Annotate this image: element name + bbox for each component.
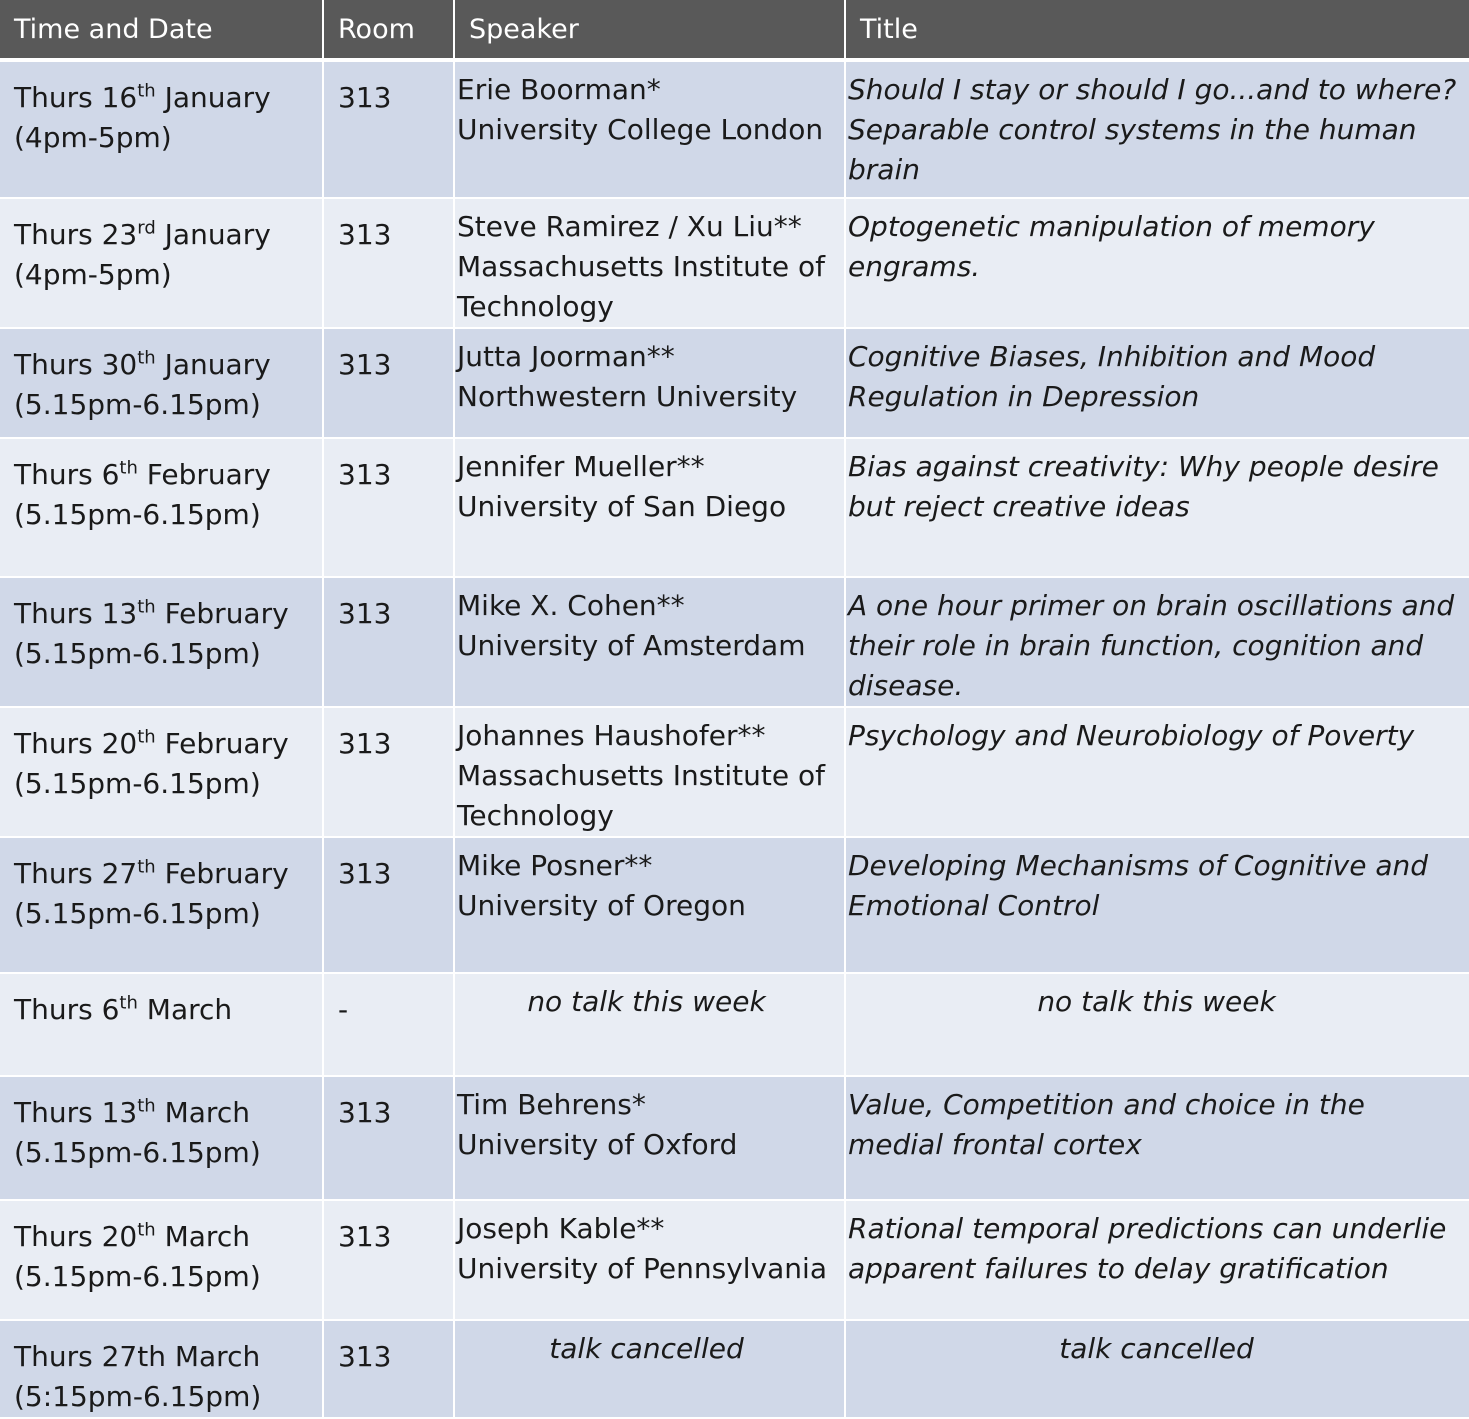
speaker-note: no talk this week [454,973,845,1076]
time-range: (5.15pm-6.15pm) [14,1136,261,1169]
table-row [0,707,1469,837]
date-month: March [137,993,233,1026]
speaker-affiliation: University of Amsterdam [457,629,806,662]
talk-title: Psychology and Neurobiology of Poverty [845,707,1469,837]
time-range: (5.15pm-6.15pm) [14,767,261,800]
talk-title: Cognitive Biases, Inhibition and Mood Regulation in Depression [845,328,1469,438]
speaker-cell [454,707,845,837]
date-cell [0,707,323,837]
speaker-name: Jutta Joorman** [457,340,675,373]
date-month: February [155,727,289,760]
speaker-name: Johannes Haushofer** [457,719,766,752]
table-row [0,577,1469,707]
room-cell: 313 [323,1076,454,1200]
room-cell: 313 [323,1320,454,1418]
time-range: (4pm-5pm) [14,121,172,154]
talk-title: Should I stay or should I go...and to where? Separable control systems in the human brain [845,60,1469,198]
table-row [0,328,1469,438]
date-ordinal: th [137,1095,156,1117]
header-row [0,0,1469,60]
table-row [0,1076,1469,1200]
date-ordinal: th [119,457,138,479]
time-range: (5.15pm-6.15pm) [14,1260,261,1293]
speaker-cell [454,837,845,973]
talk-title: Bias against creativity: Why people desire but reject creative ideas [845,438,1469,577]
date-cell [0,198,323,328]
speaker-name: Tim Behrens* [457,1088,646,1121]
date-month: March [155,1096,250,1129]
date-cell [0,1200,323,1320]
date-month: January [155,81,271,114]
room-cell: 313 [323,438,454,577]
time-range: (5.15pm-6.15pm) [14,498,261,531]
speaker-cell [454,328,845,438]
date-day: Thurs 13 [14,597,138,630]
date-ordinal: th [137,596,156,618]
date-cell [0,438,323,577]
room-cell: 313 [323,577,454,707]
room-cell: 313 [323,198,454,328]
speaker-cell [454,1200,845,1320]
header-title: Title [845,0,1469,60]
header-room: Room [323,0,454,60]
date-cell [0,60,323,198]
speaker-affiliation: University of San Diego [457,490,787,523]
date-ordinal: th [119,992,138,1014]
header-time-date: Time and Date [0,0,323,60]
talk-title: Value, Competition and choice in the medial frontal cortex [845,1076,1469,1200]
speaker-name: Jennifer Mueller** [457,450,705,483]
table-row [0,60,1469,198]
time-range: (5:15pm-6.15pm) [14,1380,262,1413]
table-row [0,1200,1469,1320]
title-note: no talk this week [845,973,1469,1076]
speaker-cell [454,1076,845,1200]
date-cell [0,1320,323,1418]
date-ordinal: th [137,80,156,102]
date-cell [0,973,323,1076]
date-day: Thurs 23 [14,218,138,251]
talk-title: A one hour primer on brain oscillations and their role in brain function, cognition and disease. [845,577,1469,707]
speaker-name: Steve Ramirez / Xu Liu** [457,210,802,243]
date-day: Thurs 6 [14,993,120,1026]
room-cell: 313 [323,707,454,837]
time-range: (5.15pm-6.15pm) [14,388,261,421]
talk-title: Optogenetic manipulation of memory engrams. [845,198,1469,328]
room-cell: 313 [323,328,454,438]
table-row [0,1320,1469,1418]
date-cell [0,328,323,438]
time-range: (4pm-5pm) [14,258,172,291]
date-day: Thurs 20 [14,1220,138,1253]
date-day: Thurs 16 [14,81,138,114]
speaker-affiliation: University College London [457,113,824,146]
date-ordinal: th [137,726,156,748]
date-day: Thurs 6 [14,458,120,491]
talk-title: Rational temporal predictions can underlie apparent failures to delay gratification [845,1200,1469,1320]
date-ordinal: rd [137,217,156,239]
speaker-name: Mike Posner** [457,849,653,882]
date-day: Thurs 20 [14,727,138,760]
speaker-affiliation: University of Pennsylvania [457,1252,827,1285]
date-month: February [155,857,289,890]
room-cell: - [323,973,454,1076]
time-range: (5.15pm-6.15pm) [14,637,261,670]
speaker-cell [454,577,845,707]
date-cell [0,577,323,707]
date-month: February [155,597,289,630]
speaker-name: Erie Boorman* [457,73,661,106]
date-day: Thurs 27 [14,857,138,890]
date-day: Thurs 13 [14,1096,138,1129]
room-cell: 313 [323,1200,454,1320]
speaker-name: Joseph Kable** [457,1212,665,1245]
date-month: March [155,1220,250,1253]
speaker-affiliation: Massachusetts Institute of Technology [457,250,825,323]
room-cell: 313 [323,60,454,198]
speaker-name: Mike X. Cohen** [457,589,685,622]
speaker-cell [454,198,845,328]
table-row [0,837,1469,973]
speaker-affiliation: Massachusetts Institute of Technology [457,759,825,832]
title-note: talk cancelled [845,1320,1469,1418]
date-day: Thurs 30 [14,348,138,381]
date-ordinal: th [137,856,156,878]
date-cell [0,837,323,973]
speaker-note: talk cancelled [454,1320,845,1418]
speaker-cell [454,60,845,198]
date-day: Thurs 27th March [14,1340,261,1373]
date-month: January [155,348,271,381]
date-month: February [137,458,271,491]
date-month: January [155,218,271,251]
date-cell [0,1076,323,1200]
room-cell: 313 [323,837,454,973]
talk-title: Developing Mechanisms of Cognitive and Emotional Control [845,837,1469,973]
speaker-affiliation: University of Oregon [457,889,746,922]
table-row [0,438,1469,577]
date-ordinal: th [137,1219,156,1241]
table-row [0,198,1469,328]
time-range: (5.15pm-6.15pm) [14,897,261,930]
speaker-cell [454,438,845,577]
date-ordinal: th [137,347,156,369]
speaker-affiliation: University of Oxford [457,1128,738,1161]
speaker-affiliation: Northwestern University [457,380,798,413]
table-row [0,973,1469,1076]
header-speaker: Speaker [454,0,845,60]
